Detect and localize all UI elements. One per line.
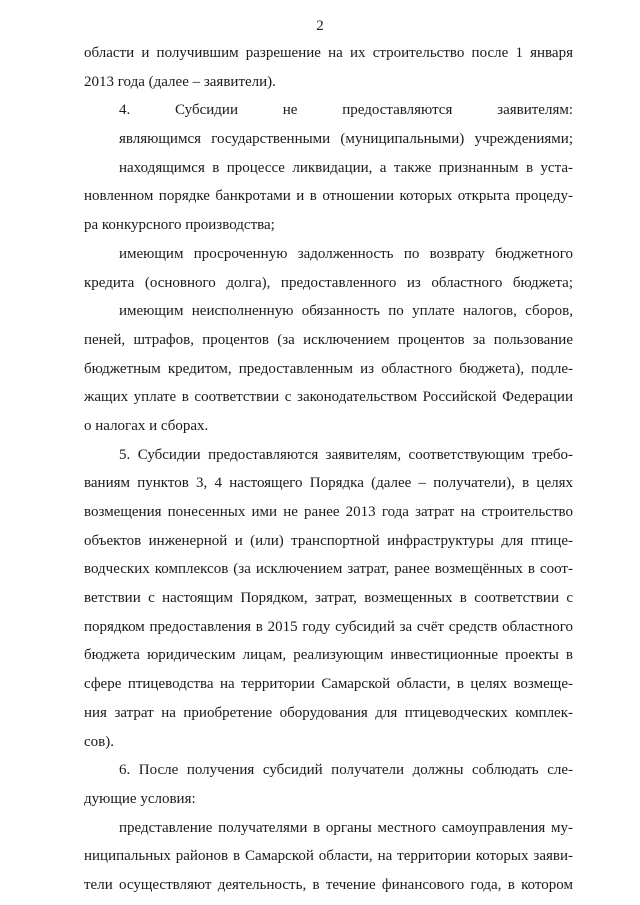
text-line: 6. После получения субсидий получатели должны соблюдать сле- (119, 762, 573, 778)
text-line: возмещения понесенных ими не ранее 2013 года затрат на строительство (84, 504, 573, 520)
text-line: сов). (84, 734, 114, 750)
text-line: новленном порядке банкротами и в отношении которых открыта процеду- (84, 188, 573, 204)
text-line: 4. Субсидии не предоставляются заявителям: (119, 102, 573, 118)
text-line: объектов инженерной и (или) транспортной инфраструктуры для птице- (84, 533, 573, 549)
text-line: ветствии с настоящим Порядком, затрат, возмещенных в соответствии с (84, 590, 573, 606)
text-line: находящимся в процессе ликвидации, а также признанным в уста- (119, 160, 573, 176)
text-line: бюджетным кредитом, предоставленным из областного бюджета), подле- (84, 361, 573, 377)
text-line: пеней, штрафов, процентов (за исключением процентов за пользование (84, 332, 573, 348)
text-line: водческих комплексов (за исключением затрат, ранее возмещённых в соот- (84, 561, 573, 577)
text-line: имеющим неисполненную обязанность по уплате налогов, сборов, (119, 303, 573, 319)
text-line: ваниям пунктов 3, 4 настоящего Порядка (далее – получатели), в целях (84, 475, 573, 491)
text-line: имеющим просроченную задолженность по возврату бюджетного (119, 246, 573, 262)
text-line: тели осуществляют деятельность, в течение финансового года, в котором (84, 877, 573, 893)
text-line: бюджета юридическим лицам, реализующим инвестиционные проекты в (84, 647, 573, 663)
text-line: порядком предоставления в 2015 году субсидий за счёт средств областного (84, 619, 573, 635)
text-line: дующие условия: (84, 791, 196, 807)
text-line: ра конкурсного производства; (84, 217, 275, 233)
page-number: 2 (316, 18, 324, 34)
text-line: кредита (основного долга), предоставленного из областного бюджета; (84, 275, 573, 291)
text-line: ниципальных районов в Самарской области, на территории которых заяви- (84, 848, 573, 864)
text-line: о налогах и сборах. (84, 418, 209, 434)
text-line: 5. Субсидии предоставляются заявителям, соответствующим требо- (119, 447, 573, 463)
text-line: жащих уплате в соответствии с законодательством Российской Федерации (84, 389, 573, 405)
text-line: являющимся государственными (муниципальными) учреждениями; (119, 131, 573, 147)
text-line: 2013 года (далее – заявители). (84, 74, 276, 90)
text-line: сфере птицеводства на территории Самарской области, в целях возмеще- (84, 676, 573, 692)
text-line: области и получившим разрешение на их строительство после 1 января (84, 45, 573, 61)
text-line: представление получателями в органы местного самоуправления му- (119, 820, 573, 836)
text-line: ния затрат на приобретение оборудования для птицеводческих комплек- (84, 705, 573, 721)
